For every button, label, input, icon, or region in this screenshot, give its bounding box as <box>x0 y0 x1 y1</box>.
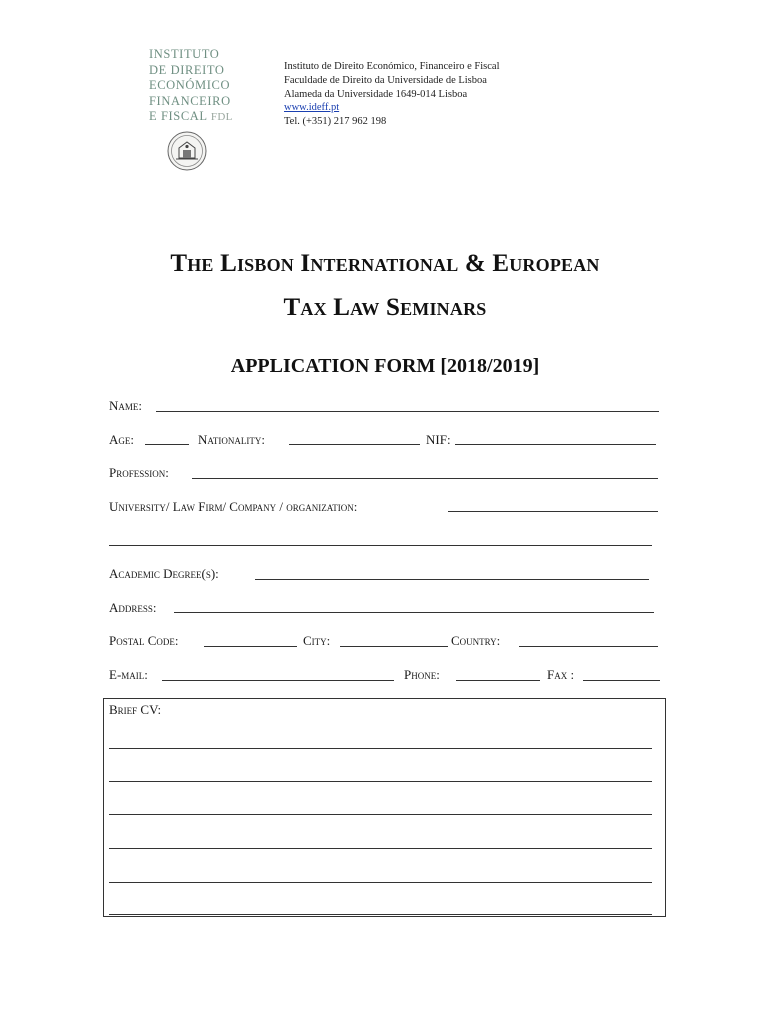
institution-address <box>284 60 500 129</box>
logo-fdl: FDL <box>210 111 233 123</box>
phone-label: Phone: <box>404 667 440 682</box>
address-label: Address: <box>109 600 157 615</box>
logo-line-last: E FISCAL <box>149 109 208 123</box>
cv-line[interactable] <box>109 748 652 749</box>
cv-line[interactable] <box>109 914 652 915</box>
logo-line: INSTITUTO <box>149 47 220 61</box>
form-title: APPLICATION FORM [2018/2019] <box>230 355 540 377</box>
institution-phone: Tel. (+351) 217 962 198 <box>284 116 387 128</box>
brief-cv-label: Brief CV: <box>109 702 162 717</box>
website-link[interactable]: www.ideff.pt <box>284 102 340 114</box>
cv-line[interactable] <box>109 781 652 782</box>
institution-faculty: Faculdade de Direito da Universidade de Lisboa <box>284 74 487 86</box>
nationality-field[interactable] <box>289 444 420 445</box>
academic-degree-field[interactable] <box>255 579 649 580</box>
city-label: City: <box>303 633 331 648</box>
country-label: Country: <box>451 633 501 648</box>
postal-code-field[interactable] <box>204 646 297 647</box>
organization-label: University/ Law Firm/ Company / organization: <box>109 499 358 514</box>
seminar-title-line2: Tax Law Seminars <box>283 294 487 321</box>
fax-field[interactable] <box>583 680 660 681</box>
name-label: Name: <box>109 398 142 413</box>
logo-line: FINANCEIRO <box>149 93 231 108</box>
email-label: E-mail: <box>109 667 148 682</box>
profession-field[interactable] <box>192 478 658 479</box>
institute-logo <box>149 47 233 126</box>
address-field[interactable] <box>174 612 654 613</box>
fax-label: Fax : <box>547 667 575 682</box>
academic-degree-label: Academic Degree(s): <box>109 566 219 581</box>
phone-field[interactable] <box>456 680 540 681</box>
nif-label: NIF: <box>426 432 451 447</box>
logo-line: DE DIREITO <box>149 62 225 77</box>
cv-line[interactable] <box>109 848 652 849</box>
nif-field[interactable] <box>455 444 656 445</box>
cv-line[interactable] <box>109 814 652 815</box>
email-field[interactable] <box>162 680 394 681</box>
age-field[interactable] <box>145 444 189 445</box>
institution-name: Instituto de Direito Económico, Financeiro e Fiscal <box>284 61 500 72</box>
seminar-title-line1: The Lisbon International & European <box>170 250 600 277</box>
university-seal-icon <box>167 131 207 171</box>
country-field[interactable] <box>519 646 658 647</box>
logo-line <box>149 109 233 126</box>
profession-label: Profession: <box>109 465 169 480</box>
name-field[interactable] <box>156 411 659 412</box>
brief-cv-box[interactable] <box>103 698 666 917</box>
age-label: Age: <box>109 432 134 447</box>
city-field[interactable] <box>340 646 448 647</box>
logo-line: ECONÓMICO <box>149 78 231 92</box>
institution-street: Alameda da Universidade 1649-014 Lisboa <box>284 88 468 100</box>
cv-line[interactable] <box>109 882 652 883</box>
nationality-label: Nationality: <box>198 432 265 447</box>
organization-field-continued[interactable] <box>109 545 652 546</box>
organization-field[interactable] <box>448 511 658 512</box>
postal-code-label: Postal Code: <box>109 633 179 648</box>
